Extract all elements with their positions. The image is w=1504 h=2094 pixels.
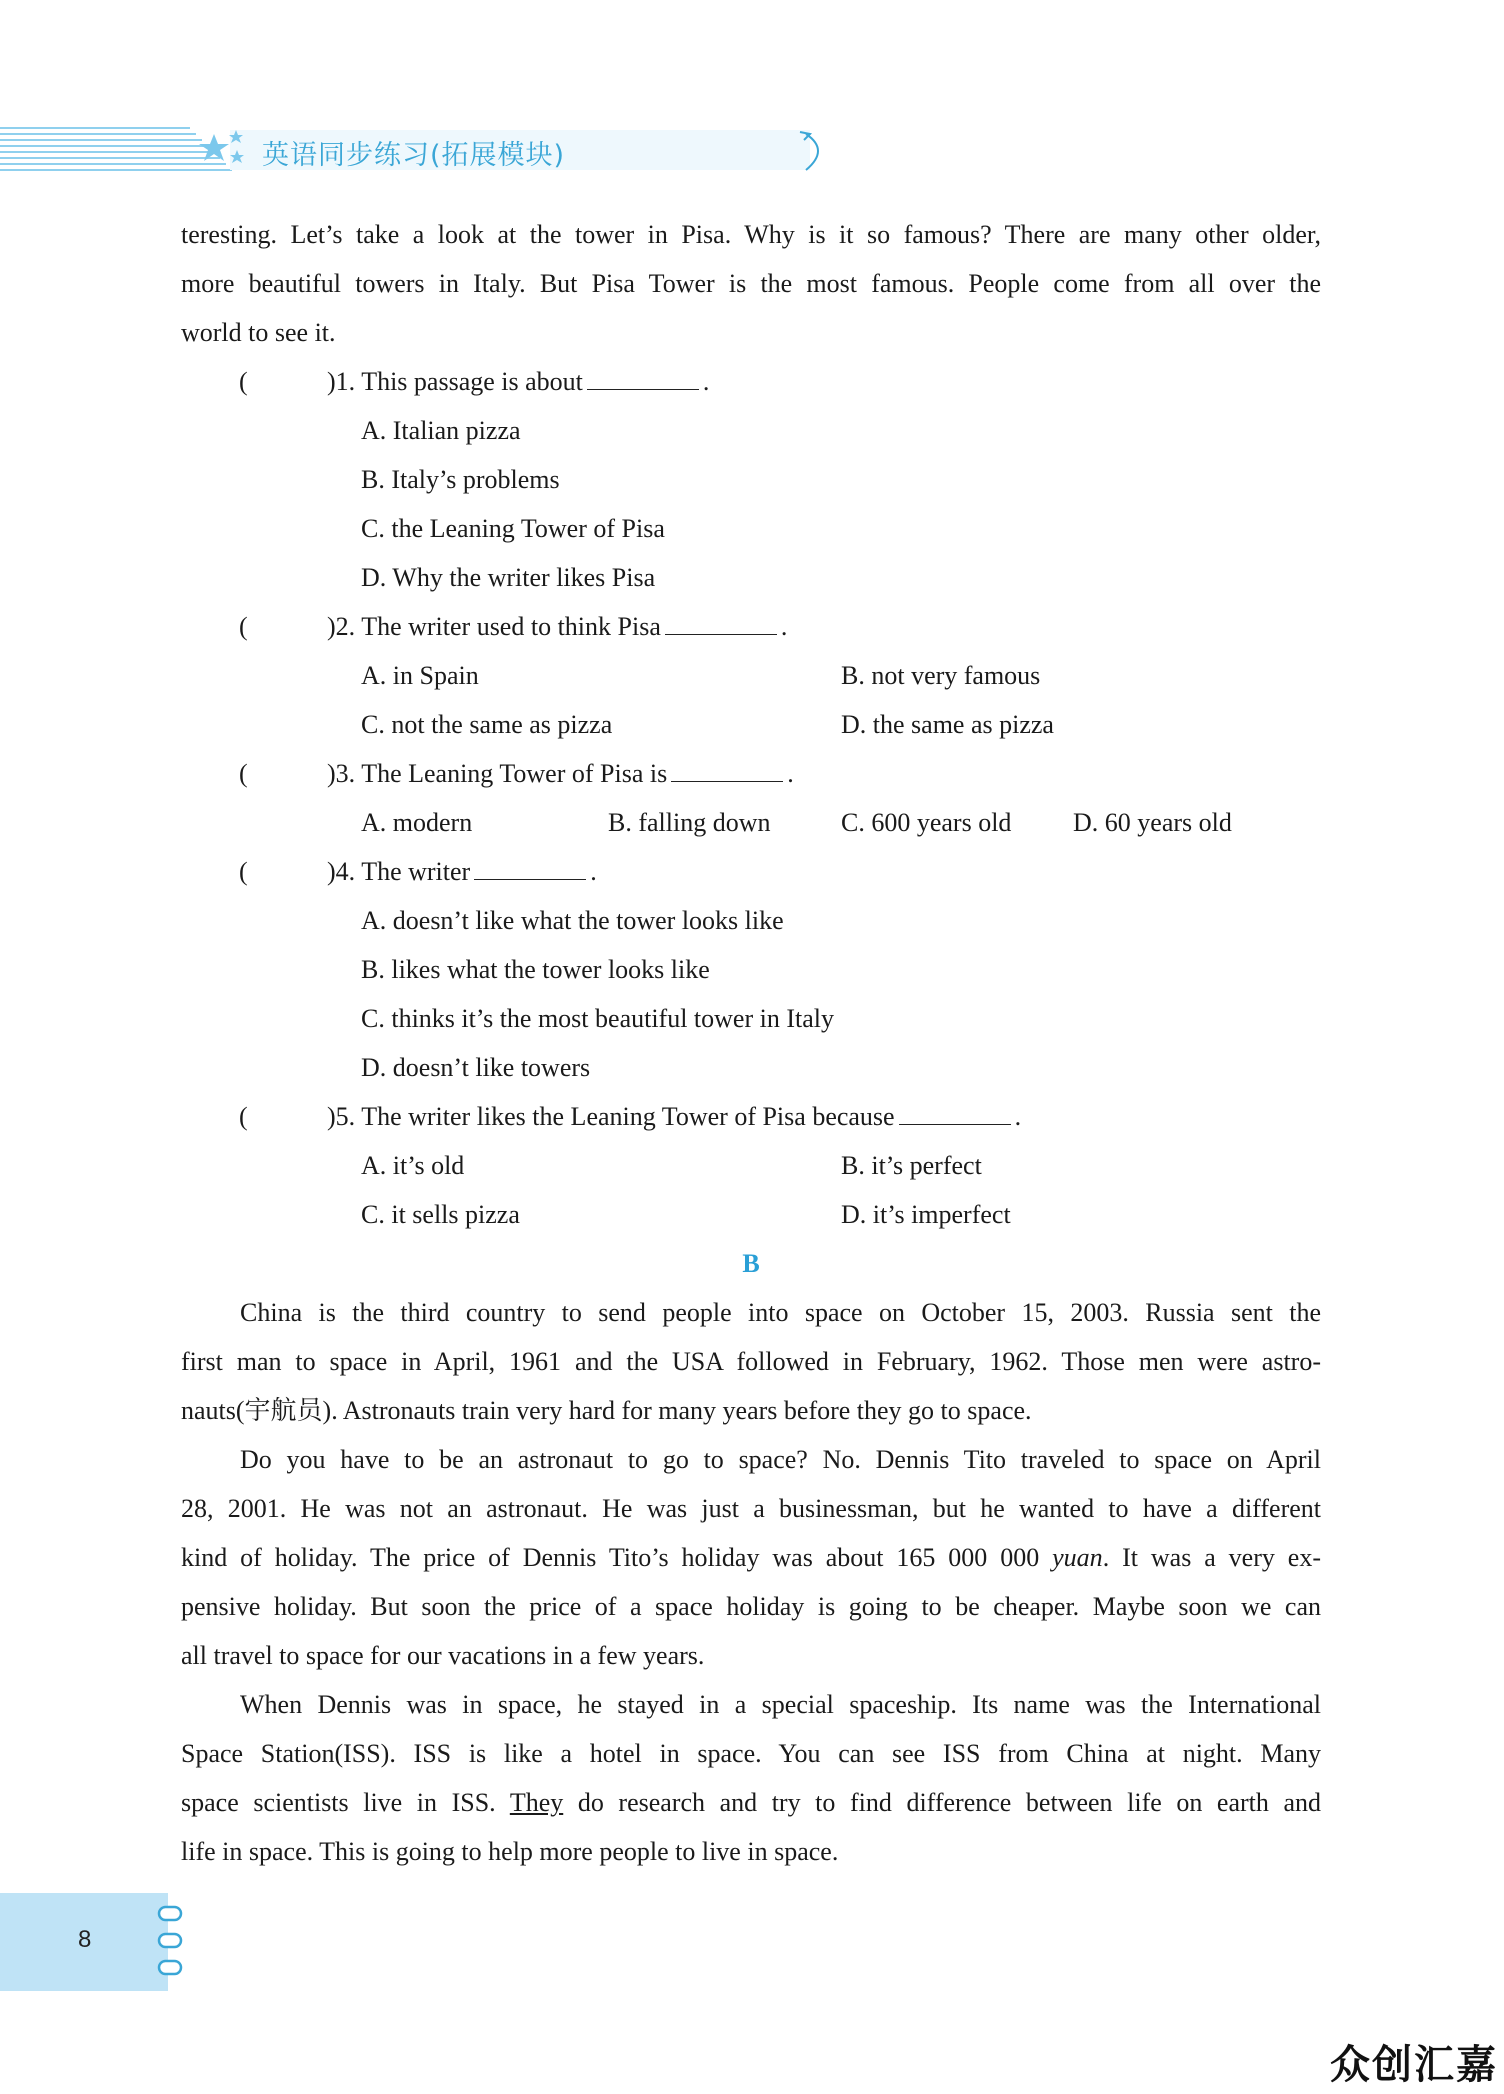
paragraph-2 xyxy=(181,1435,1321,1680)
option[interactable]: A. modern xyxy=(361,808,473,837)
question-2 xyxy=(181,602,1321,651)
question-text: )4. The writer xyxy=(327,857,471,886)
option[interactable]: B. it’s perfect xyxy=(841,1151,982,1180)
option-row xyxy=(181,994,1321,1043)
option[interactable]: B. likes what the tower looks like xyxy=(361,955,710,984)
option-row xyxy=(181,700,1321,749)
option-row xyxy=(181,651,1321,700)
question-stem xyxy=(327,847,597,896)
question-4 xyxy=(181,847,1321,896)
option-row xyxy=(181,798,1321,847)
paragraph-3 xyxy=(181,1680,1321,1876)
question-text: )1. This passage is about xyxy=(327,367,583,396)
option-row xyxy=(181,1190,1321,1239)
question-stem xyxy=(327,749,794,798)
option[interactable]: A. doesn’t like what the tower looks like xyxy=(361,906,784,935)
option[interactable]: B. not very famous xyxy=(841,661,1041,690)
option[interactable]: D. the same as pizza xyxy=(841,710,1054,739)
option[interactable]: D. it’s imperfect xyxy=(841,1200,1011,1229)
question-3 xyxy=(181,749,1321,798)
answer-blank[interactable] xyxy=(587,363,699,390)
paragraph-line: nauts(宇航员). Astronauts train very hard for many years before they go to space. xyxy=(181,1396,1032,1425)
page-content xyxy=(181,210,1321,1876)
answer-paren-open[interactable]: ( xyxy=(239,857,248,886)
option[interactable]: D. Why the writer likes Pisa xyxy=(361,563,656,592)
paragraph-line: 28, 2001. He was not an astronaut. He was just a businessman, but he wanted to have a different xyxy=(181,1494,1321,1523)
option[interactable]: C. thinks it’s the most beautiful tower in Italy xyxy=(361,1004,835,1033)
answer-blank[interactable] xyxy=(665,608,777,635)
question-text: )3. The Leaning Tower of Pisa is xyxy=(327,759,668,788)
paragraph-line: Do you have to be an astronaut to go to space? No. Dennis Tito traveled to space on April xyxy=(240,1445,1321,1474)
paragraph-line: When Dennis was in space, he stayed in a special spaceship. Its name was the International xyxy=(240,1690,1321,1719)
line-text: do research and try to find difference between life on earth and xyxy=(577,1788,1322,1817)
line-text: kind of holiday. The price of Dennis Tito’s holiday was about 165 000 000 xyxy=(181,1543,1040,1572)
answer-paren-open[interactable]: ( xyxy=(239,1102,248,1131)
option-row xyxy=(181,1043,1321,1092)
option-row xyxy=(181,945,1321,994)
option[interactable]: C. the Leaning Tower of Pisa xyxy=(361,514,665,543)
option[interactable]: B. falling down xyxy=(608,808,771,837)
paragraph-line xyxy=(181,1778,1321,1827)
italic-word: yuan xyxy=(1052,1543,1103,1572)
paragraph-line: first man to space in April, 1961 and the USA followed in February, 1962. Those men were astro- xyxy=(181,1347,1321,1376)
answer-blank[interactable] xyxy=(899,1098,1011,1125)
option[interactable]: B. Italy’s problems xyxy=(361,465,560,494)
option[interactable]: C. it sells pizza xyxy=(361,1200,520,1229)
question-1 xyxy=(181,357,1321,406)
option-row xyxy=(181,553,1321,602)
paragraph-line: pensive holiday. But soon the price of a space holiday is going to be cheaper. Maybe soon we can xyxy=(181,1592,1321,1621)
question-stem xyxy=(327,602,787,651)
option[interactable]: A. in Spain xyxy=(361,661,479,690)
option[interactable]: A. it’s old xyxy=(361,1151,465,1180)
paragraph-line: Space Station(ISS). ISS is like a hotel in space. You can see ISS from China at night. Many xyxy=(181,1739,1321,1768)
option-row xyxy=(181,896,1321,945)
passage-a-line: world to see it. xyxy=(181,318,336,347)
question-5 xyxy=(181,1092,1321,1141)
paragraph-line: all travel to space for our vacations in a few years. xyxy=(181,1641,705,1670)
question-end: . xyxy=(1014,1102,1022,1131)
paragraph-line: China is the third country to send people into space on October 15, 2003. Russia sent the xyxy=(240,1298,1321,1327)
option-row xyxy=(181,1141,1321,1190)
question-end: . xyxy=(590,857,597,886)
question-end: . xyxy=(787,759,794,788)
passage-a-line: teresting. Let’s take a look at the tower in Pisa. Why is it so famous? There are many other older, xyxy=(181,220,1321,249)
question-stem xyxy=(327,1092,1021,1141)
option[interactable]: C. not the same as pizza xyxy=(361,710,613,739)
binder-rings-graphic xyxy=(157,1904,187,1984)
answer-blank[interactable] xyxy=(474,853,586,880)
option-row xyxy=(181,406,1321,455)
section-title: B xyxy=(742,1249,760,1278)
question-stem xyxy=(327,357,709,406)
answer-paren-open[interactable]: ( xyxy=(239,367,248,396)
option[interactable]: D. 60 years old xyxy=(1073,808,1232,837)
line-text: . It was a very ex- xyxy=(1102,1543,1321,1572)
option[interactable]: C. 600 years old xyxy=(841,808,1012,837)
question-end: . xyxy=(780,612,788,641)
paragraph-1 xyxy=(181,1288,1321,1435)
option[interactable]: D. doesn’t like towers xyxy=(361,1053,591,1082)
answer-blank[interactable] xyxy=(671,755,783,782)
question-text: )5. The writer likes the Leaning Tower of Pisa because xyxy=(327,1102,895,1131)
underlined-word: They xyxy=(509,1788,564,1817)
page-number: 8 xyxy=(78,1926,92,1953)
watermark: 众创汇嘉 xyxy=(1330,2042,1498,2088)
answer-paren-open[interactable]: ( xyxy=(239,759,248,788)
option[interactable]: A. Italian pizza xyxy=(361,416,521,445)
answer-paren-open[interactable]: ( xyxy=(239,612,248,641)
question-text: )2. The writer used to think Pisa xyxy=(327,612,661,641)
book-title: 英语同步练习(拓展模块) xyxy=(262,140,566,171)
question-end: . xyxy=(702,367,710,396)
option-row xyxy=(181,504,1321,553)
paragraph-line xyxy=(181,1533,1321,1582)
passage-a-line: more beautiful towers in Italy. But Pisa Tower is the most famous. People come from all over the xyxy=(181,269,1321,298)
paragraph-line: life in space. This is going to help more people to live in space. xyxy=(181,1837,839,1866)
line-text: space scientists live in ISS. xyxy=(181,1788,496,1817)
option-row xyxy=(181,455,1321,504)
